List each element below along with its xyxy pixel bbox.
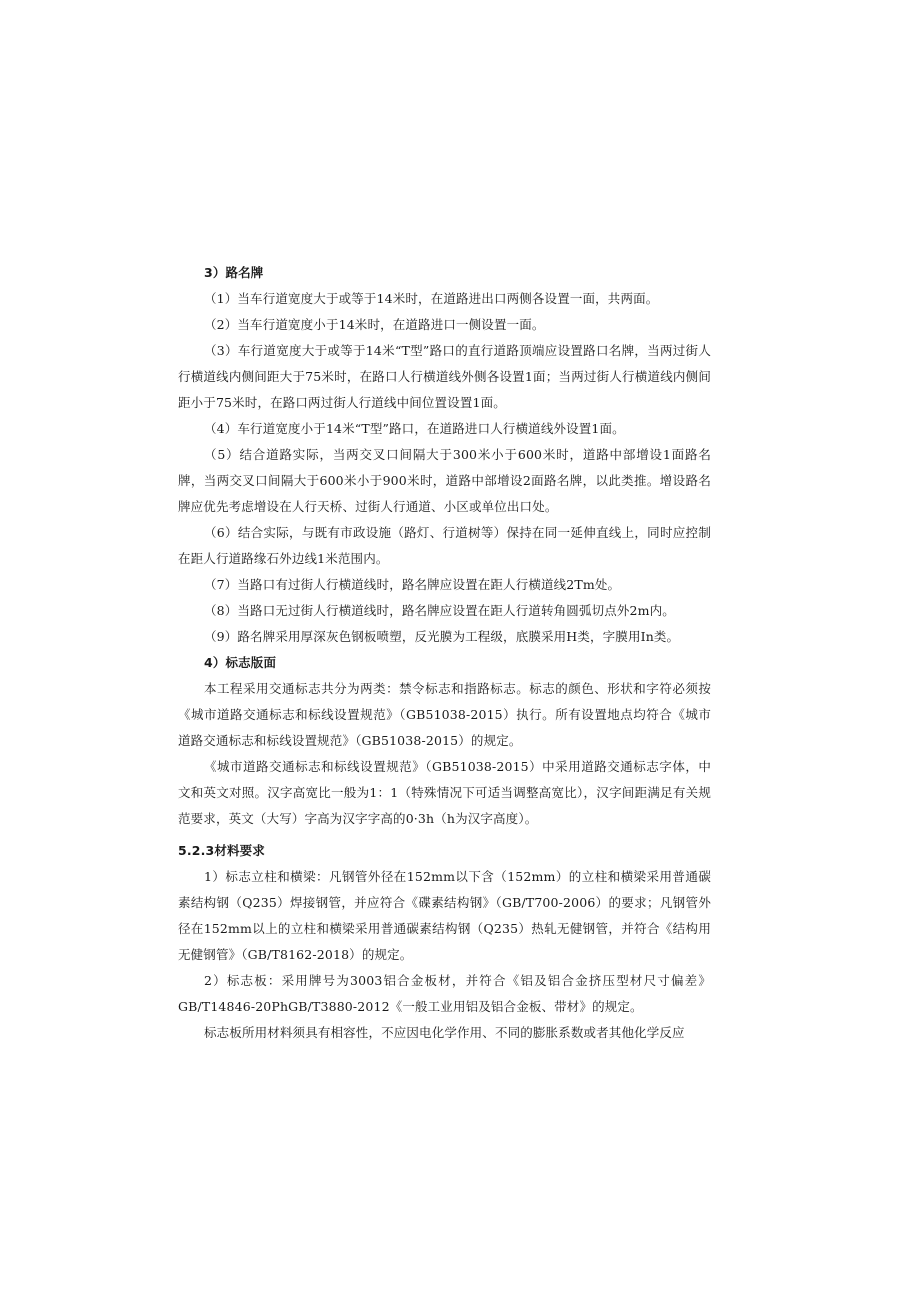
document-body — [178, 260, 711, 1046]
section-3-item-7: （7）当路口有过街人行横道线时，路名牌应设置在距人行横道线2Tm处。 — [204, 577, 621, 592]
section-3-item-8: （8）当路口无过街人行横道线时，路名牌应设置在距人行道转角圆弧切点外2m内。 — [204, 603, 675, 618]
section-3-item-1: （1）当车行道宽度大于或等于14米时，在道路进出口两侧各设置一面，共两面。 — [204, 291, 659, 306]
section-4-paragraph-2: 《城市道路交通标志和标线设置规范》（GB51038-2015）中采用道路交通标志字体，中文和英文对照。汉字高宽比一般为1：1（特殊情况下可适当调整高宽比），汉字间距满足有关规范要求，英文（大写）字高为汉字字高的0·3h（h为汉字高度）。 — [178, 759, 711, 826]
section-4-paragraph-1: 本工程采用交通标志共分为两类：禁令标志和指路标志。标志的颜色、形状和字符必须按《城市道路交通标志和标线设置规范》（GB51038-2015）执行。所有设置地点均符合《城市道路交通标志和标线设置规范》（GB51038-2015）的规定。 — [178, 681, 711, 748]
section-3-item-6: （6）结合实际，与既有市政设施（路灯、行道树等）保持在同一延伸直线上，同时应控制在距人行道路缘石外边线1米范围内。 — [178, 525, 711, 566]
section-523-heading: 5.2.3材料要求 — [178, 843, 265, 858]
section-3-item-5: （5）结合道路实际，当两交叉口间隔大于300米小于600米时，道路中部增设1面路名牌，当两交叉口间隔大于600米小于900米时，道路中部增设2面路名牌，以此类推。增设路名牌应优先考虑增设在人行天桥、过街人行通道、小区或单位出口处。 — [178, 447, 711, 514]
section-523-paragraph-3: 标志板所用材料须具有相容性，不应因电化学作用、不同的膨胀系数或者其他化学反应 — [204, 1025, 685, 1040]
section-3-heading: 3）路名牌 — [204, 265, 264, 280]
section-3-item-2: （2）当车行道宽度小于14米时，在道路进口一侧设置一面。 — [204, 317, 545, 332]
section-3-item-3: （3）车行道宽度大于或等于14米“T型”路口的直行道路顶端应设置路口名牌，当两过街人行横道线内侧间距大于75米时，在路口人行横道线外侧各设置1面；当两过街人行横道线内侧间距小于75米时，在路口两过街人行道线中间位置设置1面。 — [178, 343, 711, 410]
section-3-item-4: （4）车行道宽度小于14米“T型”路口，在道路进口人行横道线外设置1面。 — [204, 421, 625, 436]
section-523-paragraph-2: 2）标志板：采用牌号为3003铝合金板材，并符合《铝及铝合金挤压型材尺寸偏差》GB/T14846-20PhGB/T3880-2012《一般工业用铝及铝合金板、带材》的规定。 — [178, 973, 711, 1014]
section-3-item-9: （9）路名牌采用厚深灰色钢板喷塑，反光膜为工程级，底膜采用H类，字膜用In类。 — [204, 629, 680, 644]
section-4-heading: 4）标志版面 — [204, 655, 277, 670]
section-523-paragraph-1: 1）标志立柱和横梁：凡钢管外径在152mm以下含（152mm）的立柱和横梁采用普通碳素结构钢（Q235）焊接钢管，并应符合《碟素结构钢》（GB/T700-2006）的要求；凡钢管外径在152mm以上的立柱和横梁采用普通碳素结构钢（Q235）热轧无健钢管，并符合《结构用无健钢管》（GB/T8162-2018）的规定。 — [178, 869, 711, 962]
